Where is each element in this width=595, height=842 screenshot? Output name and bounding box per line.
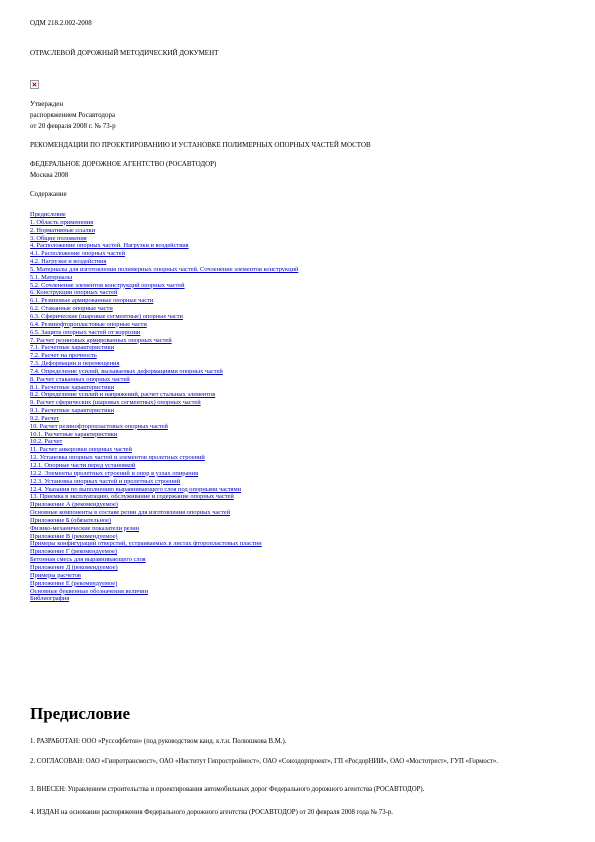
toc-item bbox=[30, 329, 298, 337]
toc-link[interactable]: 5.2. Сочленение элементов конструкций опорных частей bbox=[30, 281, 185, 289]
toc-link[interactable]: 7.1. Расчетные характеристики bbox=[30, 344, 115, 352]
toc-item bbox=[30, 297, 298, 305]
toc-item bbox=[30, 431, 298, 439]
toc-item bbox=[30, 344, 298, 352]
toc-item bbox=[30, 438, 298, 446]
toc-link[interactable]: 12. Установка опорных частей и элементов пролетных строений bbox=[30, 454, 205, 462]
toc-item bbox=[30, 407, 298, 415]
toc-item bbox=[30, 533, 298, 541]
toc-item bbox=[30, 509, 298, 517]
toc-item bbox=[30, 352, 298, 360]
toc-link[interactable]: Приложение В (рекомендуемое) bbox=[30, 532, 118, 540]
toc-item bbox=[30, 289, 298, 297]
toc-item bbox=[30, 360, 298, 368]
toc-item bbox=[30, 219, 298, 227]
toc-item bbox=[30, 227, 298, 235]
toc-item bbox=[30, 235, 298, 243]
toc-item bbox=[30, 242, 298, 250]
toc-link[interactable]: Основные компоненты в составе резин для изготовления опорных частей bbox=[30, 509, 231, 517]
toc-item bbox=[30, 258, 298, 266]
toc-link[interactable]: Предисловие bbox=[30, 211, 66, 218]
toc-link[interactable]: Приложение Г (рекомендуемое) bbox=[30, 548, 117, 556]
toc-item bbox=[30, 266, 298, 274]
document-type: ОТРАСЛЕВОЙ ДОРОЖНЫЙ МЕТОДИЧЕСКИЙ ДОКУМЕНТ bbox=[30, 49, 219, 57]
toc-link[interactable]: 9.2. Расчет bbox=[30, 414, 60, 422]
toc-item bbox=[30, 548, 298, 556]
toc-link[interactable]: 13. Приемка в эксплуатацию, обслуживание и содержание опорных частей bbox=[30, 493, 234, 501]
toc-link[interactable]: 1. Область применения bbox=[30, 218, 94, 226]
toc-link[interactable]: Приложение Д (рекомендуемое) bbox=[30, 563, 118, 571]
toc-link[interactable]: 6.4. Резинофторопластовые опорные части bbox=[30, 320, 147, 328]
toc-link[interactable]: 5. Материалы для изготовления полимерных опорных частей. Сочленение элементов конструкций bbox=[30, 265, 299, 273]
toc-link[interactable]: 7.2. Расчет на прочность bbox=[30, 352, 97, 360]
broken-image-icon bbox=[30, 80, 39, 89]
toc-item bbox=[30, 250, 298, 258]
toc-link[interactable]: 4.2. Нагрузки и воздействия bbox=[30, 258, 107, 266]
toc-link[interactable]: 4. Расположение опорных частей. Нагрузки и воздействия bbox=[30, 242, 189, 250]
toc-item bbox=[30, 211, 298, 219]
document-code: ОДМ 218.2.002-2008 bbox=[30, 19, 92, 27]
toc-link[interactable]: 3. Общие положения bbox=[30, 234, 87, 242]
toc-item bbox=[30, 462, 298, 470]
toc-link[interactable]: 6. Конструкции опорных частей bbox=[30, 289, 118, 297]
toc-link[interactable]: 10. Расчет резинофторопластовых опорных частей bbox=[30, 422, 168, 430]
toc-link[interactable]: 9. Расчет сферических (шаровых сегментных) опорных частей bbox=[30, 399, 201, 407]
toc-item bbox=[30, 399, 298, 407]
toc-item bbox=[30, 274, 298, 282]
toc-link[interactable]: 9.1. Расчетные характеристики bbox=[30, 407, 115, 415]
toc-link[interactable]: 5.1. Материалы bbox=[30, 273, 73, 281]
toc-link[interactable]: Приложение Е (рекомендуемое) bbox=[30, 579, 118, 587]
toc-item bbox=[30, 572, 298, 580]
toc-link[interactable]: Примеры конфигураций отверстий, устраиваемых в листах фторопластовых пластин bbox=[30, 540, 262, 548]
toc-item bbox=[30, 517, 298, 525]
approval-line-1: Утвержден bbox=[30, 100, 64, 108]
foreword-paragraph-3: 3. ВНЕСЕН: Управлением строительства и проектирования автомобильных дорог Федерального дорожного агентства (РОСАВТОДОР). bbox=[30, 786, 425, 793]
toc-link[interactable]: 6.3. Сферические (шаровые сегментные) опорные части bbox=[30, 312, 183, 320]
contents-label: Содержание bbox=[30, 190, 67, 198]
toc-link[interactable]: 8.2. Определение усилий и напряжений, расчет стальных элементов bbox=[30, 391, 216, 399]
approval-line-2: распоряжением Росавтодора bbox=[30, 111, 116, 119]
toc-item bbox=[30, 580, 298, 588]
foreword-paragraph-4: 4. ИЗДАН на основании распоряжения Федерального дорожного агентства (РОСАВТОДОР) от 20 февраля 2008 года № 73-р. bbox=[30, 809, 393, 816]
toc-link[interactable]: 12.3. Установка опорных частей и пролетных строений bbox=[30, 477, 181, 485]
toc-item bbox=[30, 337, 298, 345]
toc-link[interactable]: Приложение Б (обязательное) bbox=[30, 516, 112, 524]
toc-item bbox=[30, 525, 298, 533]
toc-link[interactable]: 6.5. Защита опорных частей от коррозии bbox=[30, 328, 141, 336]
toc-item bbox=[30, 423, 298, 431]
toc-link[interactable]: 10.1. Расчетные характеристики bbox=[30, 430, 118, 438]
toc-item bbox=[30, 415, 298, 423]
toc-item bbox=[30, 454, 298, 462]
toc-link[interactable]: Физико-механические показатели резин bbox=[30, 524, 140, 532]
toc-link[interactable]: 8. Расчет стаканных опорных частей bbox=[30, 375, 130, 383]
toc-item bbox=[30, 384, 298, 392]
toc-link[interactable]: 7.4. Определение усилий, вызываемых деформациями опорных частей bbox=[30, 367, 223, 375]
toc-link[interactable]: 10.2. Расчет bbox=[30, 438, 63, 446]
toc-item bbox=[30, 470, 298, 478]
toc-item bbox=[30, 321, 298, 329]
foreword-heading: Предисловие bbox=[30, 704, 131, 723]
agency-name: ФЕДЕРАЛЬНОЕ ДОРОЖНОЕ АГЕНТСТВО (РОСАВТОДОР) bbox=[30, 160, 217, 168]
toc-link[interactable]: Основные буквенные обозначения величин bbox=[30, 587, 148, 595]
toc-link[interactable]: Библиография bbox=[30, 595, 70, 603]
toc-item bbox=[30, 376, 298, 384]
approval-line-3: от 20 февраля 2008 г. № 73-р bbox=[30, 122, 116, 130]
toc-item bbox=[30, 588, 298, 596]
toc-item bbox=[30, 282, 298, 290]
toc-link[interactable]: 4.1. Расположение опорных частей bbox=[30, 250, 126, 258]
toc-link[interactable]: 6.2. Стаканные опорные части bbox=[30, 305, 113, 313]
toc-link[interactable]: 6.1. Резиновые армированные опорные части bbox=[30, 297, 154, 305]
toc-link[interactable]: 12.4. Указания по выполнению выравнивающего слоя под опорными частями bbox=[30, 485, 242, 493]
toc-item bbox=[30, 391, 298, 399]
toc-link[interactable]: 8.1. Расчетные характеристики bbox=[30, 383, 115, 391]
toc-item bbox=[30, 446, 298, 454]
toc-item bbox=[30, 305, 298, 313]
toc-item bbox=[30, 368, 298, 376]
toc-item bbox=[30, 493, 298, 501]
toc-link[interactable]: 12.1. Опорные части перед установкой bbox=[30, 462, 136, 469]
toc-item bbox=[30, 540, 298, 548]
document-title: РЕКОМЕНДАЦИИ ПО ПРОЕКТИРОВАНИЮ И УСТАНОВКЕ ПОЛИМЕРНЫХ ОПОРНЫХ ЧАСТЕЙ МОСТОВ bbox=[30, 141, 371, 149]
table-of-contents bbox=[30, 211, 298, 603]
toc-link[interactable]: 7. Расчет резиновых армированных опорных частей bbox=[30, 336, 172, 344]
toc-link[interactable]: 7.3. Деформации и перемещения bbox=[30, 360, 120, 368]
toc-item bbox=[30, 478, 298, 486]
toc-link[interactable]: 11. Расчет анкеровки опорных частей bbox=[30, 446, 132, 454]
toc-item bbox=[30, 564, 298, 572]
toc-link[interactable]: Примеры расчетов bbox=[30, 571, 81, 579]
toc-item bbox=[30, 486, 298, 494]
toc-link[interactable]: Бетонная смесь для выравнивающего слоя bbox=[30, 556, 146, 564]
foreword-paragraph-1: 1. РАЗРАБОТАН: ООО «Руссофбетон» (под руководством канд. к.т.н. Полюшкова В.М.). bbox=[30, 738, 287, 745]
toc-item bbox=[30, 595, 298, 603]
city-year: Москва 2008 bbox=[30, 171, 69, 179]
foreword-paragraph-2: 2. СОГЛАСОВАН: ОАО «Гипротрансмост», ОАО «Институт Гипростроймост», ОАО «Союздорпроект», ГП «РосдорНИИ», ОАО «Мостотрест», ГУП «Гормост». bbox=[30, 758, 499, 765]
toc-link[interactable]: 12.2. Элементы пролетных строений и опор в узлах опирания bbox=[30, 469, 199, 477]
toc-link[interactable]: 2. Нормативные ссылки bbox=[30, 226, 96, 234]
toc-item bbox=[30, 556, 298, 564]
toc-link[interactable]: Приложение А (рекомендуемое) bbox=[30, 501, 118, 509]
toc-item bbox=[30, 313, 298, 321]
toc-item bbox=[30, 501, 298, 509]
